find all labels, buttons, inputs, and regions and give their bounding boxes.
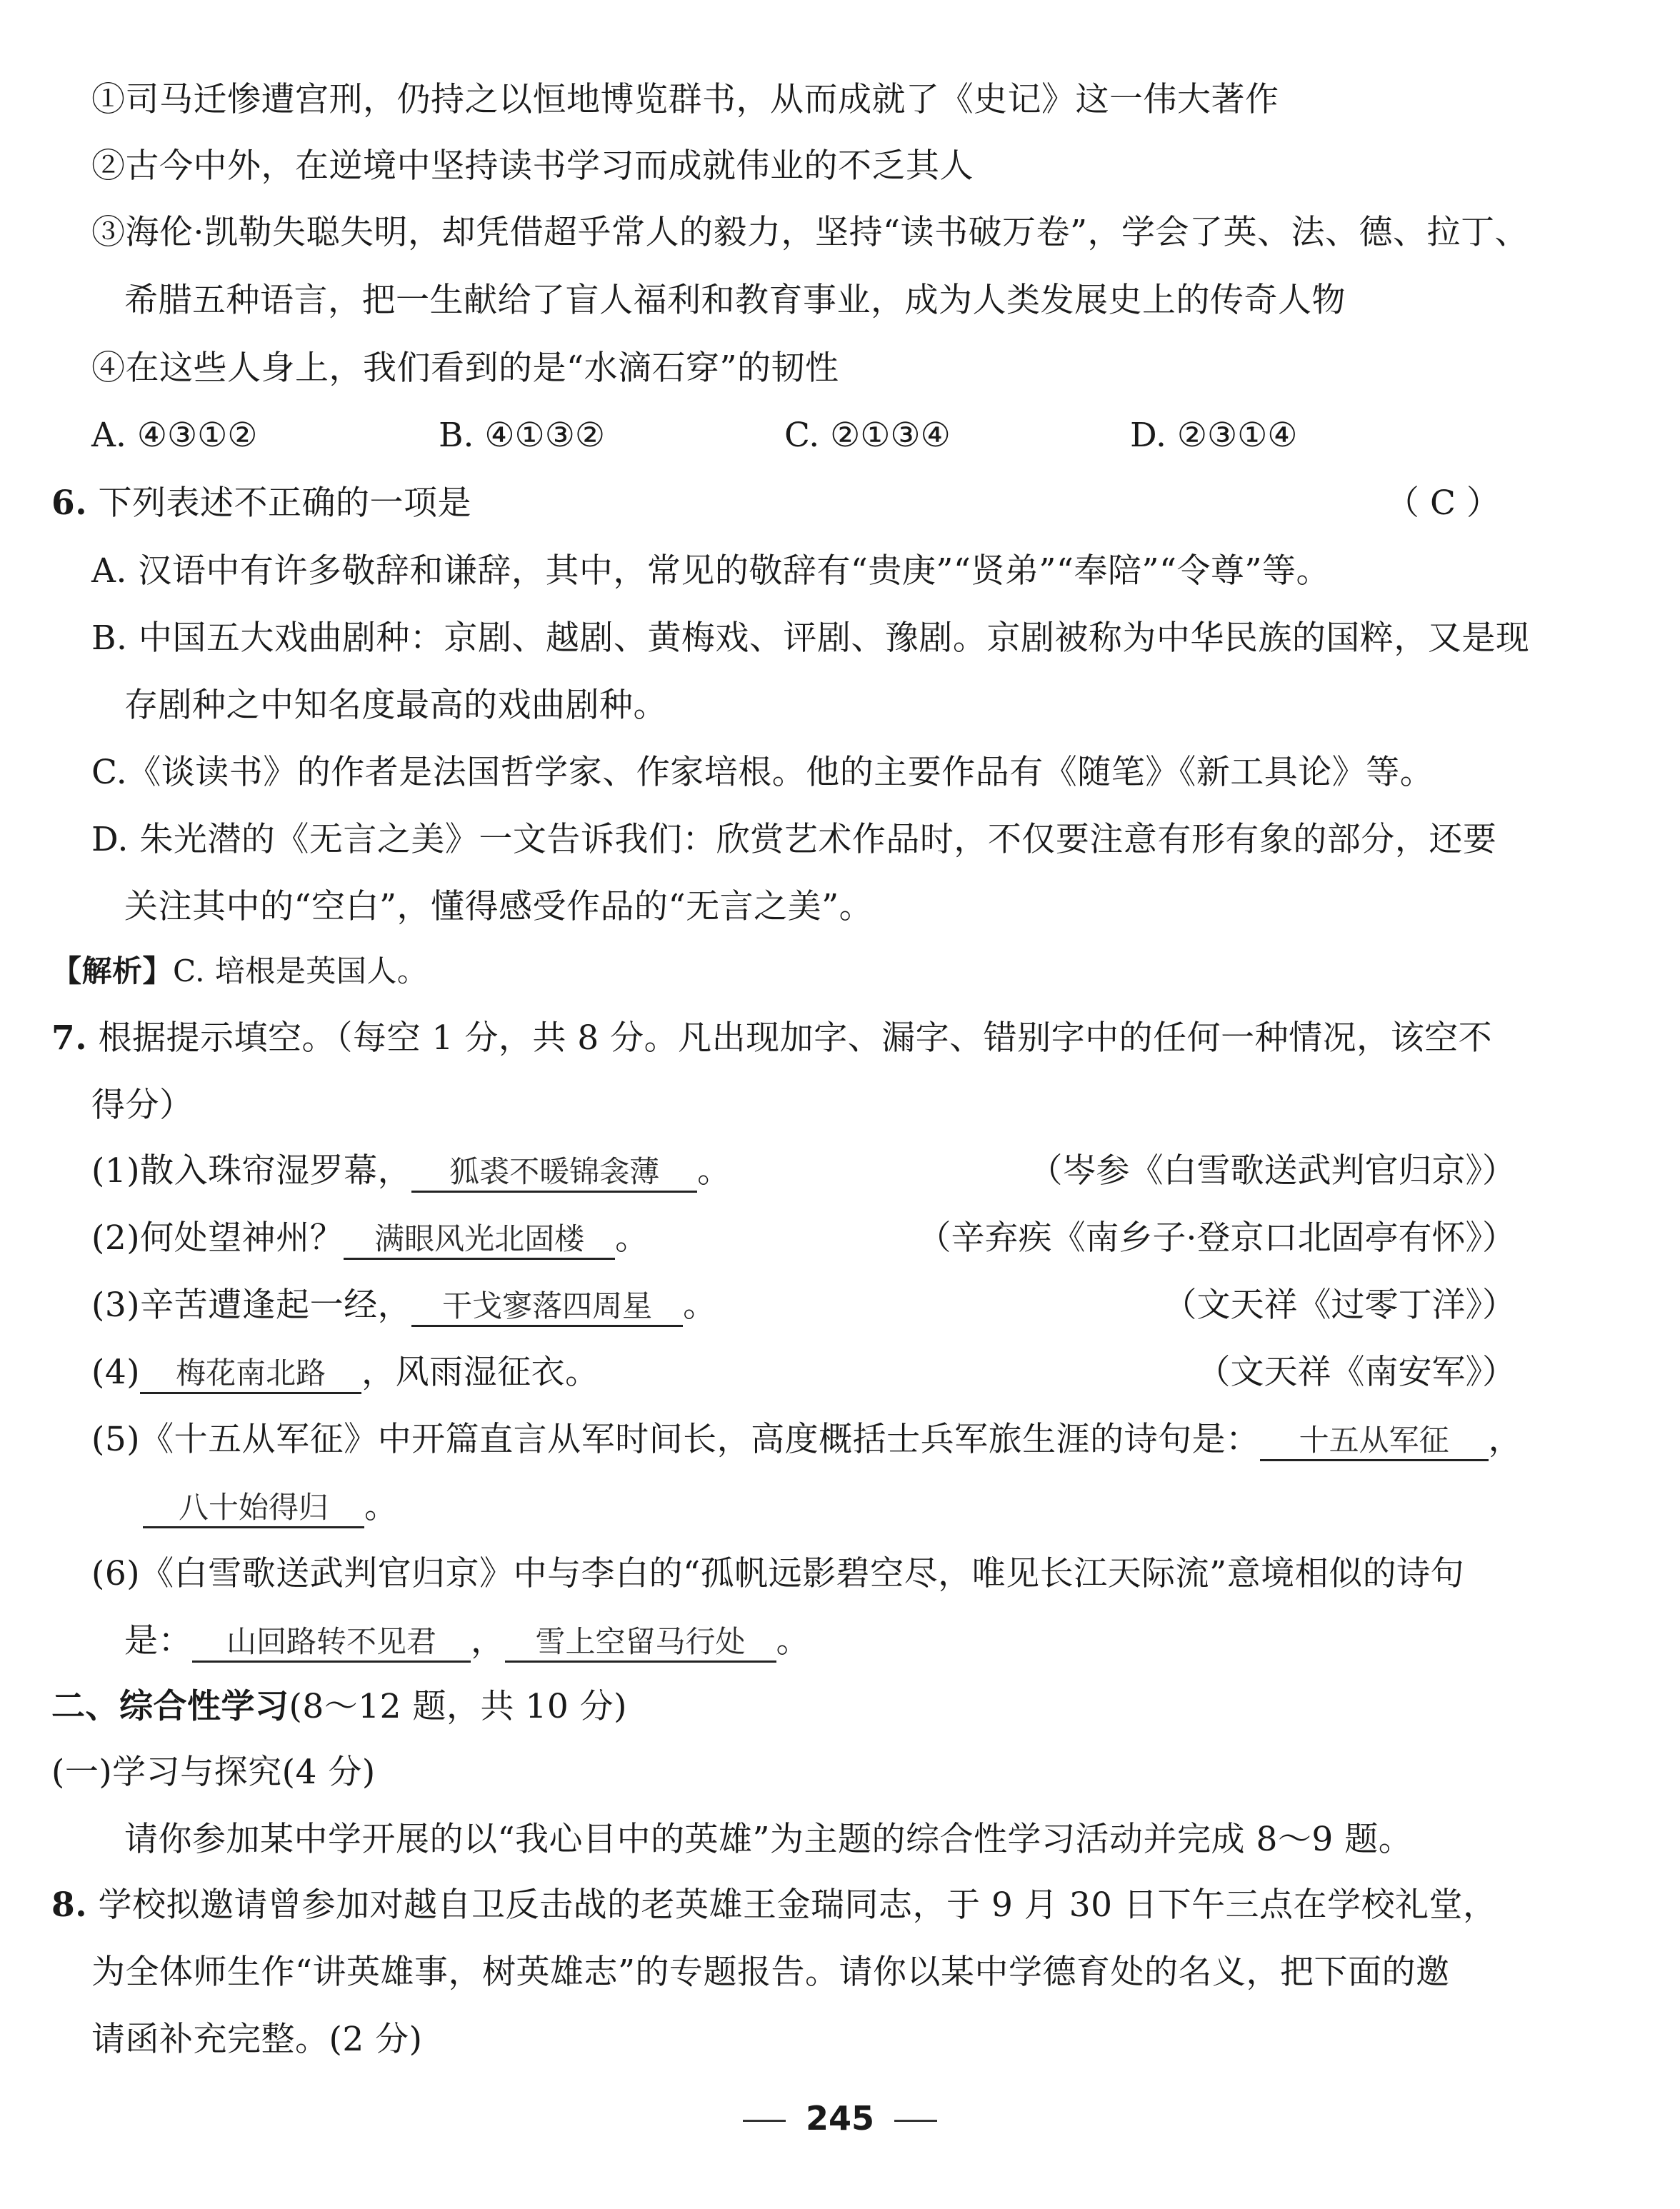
q5-sentence-3a: ③海伦·凯勒失聪失明，却凭借超乎常人的毅力，坚持“读书破万卷”，学会了英、法、德、拉丁、 <box>91 213 1529 252</box>
q7-item-2-source: （辛弃疾《南乡子·登京口北固亭有怀》） <box>917 1218 1516 1258</box>
q8-line2: 为全体师生作“讲英雄事，树英雄志”的专题报告。请你以某中学德育处的名义，把下面的邀 <box>91 1953 1450 1992</box>
q7-item-2: (2)何处望神州？ 满眼风光北固楼 。 <box>91 1217 649 1260</box>
q8-line3: 请函补充完整。(2 分) <box>91 2020 423 2059</box>
q7-item-5-cont: 八十始得归 。 <box>143 1486 399 1528</box>
q7-item-6-line1: (6)《白雪歌送武判官归京》中与李白的“孤帆远影碧空尽，唯见长江天际流”意境相似的诗句 <box>91 1554 1465 1593</box>
answer-blank-3: 干戈寥落四周星 <box>411 1288 683 1327</box>
q6-analysis <box>51 950 427 993</box>
q5-option-d: D. ②③①④ <box>1130 416 1298 455</box>
subsection-1-heading: (一)学习与探究(4 分) <box>51 1753 376 1792</box>
answer-blank-5a: 十五从军征 <box>1260 1422 1489 1461</box>
q6-stem-text: 下列表述不正确的一项是 <box>98 484 472 523</box>
analysis-tag: 【解析】 <box>51 953 174 988</box>
q6-option-d-line1: D. 朱光潜的《无言之美》一文告诉我们：欣赏艺术作品时，不仅要注意有形有象的部分，还要 <box>91 820 1497 859</box>
q5-option-c: C. ②①③④ <box>784 416 951 455</box>
q6-option-b-line1: B. 中国五大戏曲剧种：京剧、越剧、黄梅戏、评剧、豫剧。京剧被称为中华民族的国粹，又是现 <box>91 618 1530 658</box>
answer-blank-2: 满眼风光北固楼 <box>344 1221 615 1260</box>
q7-stem-text: 根据提示填空。（每空 1 分，共 8 分。凡出现加字、漏字、错别字中的任何一种情况，该空不 <box>98 1018 1493 1058</box>
q8-line1: 8. 学校拟邀请曾参加对越自卫反击战的老英雄王金瑞同志，于 9 月 30 日下午三点在学校礼堂， <box>51 1885 1497 1925</box>
answer-blank-4: 梅花南北路 <box>140 1355 361 1394</box>
q7-item-6-line2: 是： 山回路转不见君 ， 雪上空留马行处 。 <box>124 1620 810 1663</box>
q7-item-3-source: （文天祥《过零丁洋》） <box>1163 1286 1516 1325</box>
q5-sentence-2: ②古今中外，在逆境中坚持读书学习而成就伟业的不乏其人 <box>91 146 974 186</box>
analysis-text: C. 培根是英国人。 <box>173 953 428 988</box>
q7-stem-line2: 得分） <box>91 1086 194 1125</box>
q7-item-1-source: （岑参《白雪歌送武判官归京》） <box>1029 1151 1516 1191</box>
section-2-intro: 请你参加某中学开展的以“我心目中的英雄”为主题的综合性学习活动并完成 8～9 题。 <box>124 1820 1413 1859</box>
page-number: 245 <box>0 2097 1680 2140</box>
q7-item-4: (4) 梅花南北路 ，风雨湿征衣。 <box>91 1351 599 1394</box>
q6-number: 6. <box>51 484 88 523</box>
q5-sentence-3b: 希腊五种语言，把一生献给了盲人福利和教育事业，成为人类发展史上的传奇人物 <box>124 281 1346 320</box>
q7-item-4-source: （文天祥《南安军》） <box>1196 1353 1516 1392</box>
q5-option-b: B. ④①③② <box>439 416 605 455</box>
q6-option-c: C.《谈读书》的作者是法国哲学家、作家培根。他的主要作品有《随笔》《新工具论》等。 <box>91 753 1434 792</box>
q6-answer: （ C ） <box>1386 484 1500 523</box>
q5-option-a: A. ④③①② <box>91 416 258 455</box>
answer-blank-1: 狐裘不暖锦衾薄 <box>411 1153 697 1193</box>
q5-sentence-1: ①司马迁惨遭宫刑，仍持之以恒地博览群书，从而成就了《史记》这一伟大著作 <box>91 80 1279 119</box>
q6-option-a: A. 汉语中有许多敬辞和谦辞，其中，常见的敬辞有“贵庚”“贤弟”“奉陪”“令尊”等。 <box>91 551 1331 591</box>
q8-text: 学校拟邀请曾参加对越自卫反击战的老英雄王金瑞同志，于 9 月 30 日下午三点在学校礼堂， <box>98 1885 1497 1925</box>
q7-item-5: (5)《十五从军征》中开篇直言从军时间长，高度概括士兵军旅生涯的诗句是： 十五从军征 ， <box>91 1418 1522 1461</box>
answer-blank-6b: 雪上空留马行处 <box>505 1623 776 1663</box>
q5-sentence-4: ④在这些人身上，我们看到的是“水滴石穿”的韧性 <box>91 349 839 388</box>
q7-stem-line1: 7. 根据提示填空。（每空 1 分，共 8 分。凡出现加字、漏字、错别字中的任何一种情况，该空不 <box>51 1018 1493 1058</box>
q7-item-1: (1)散入珠帘湿罗幕， 狐裘不暖锦衾薄 。 <box>91 1150 731 1193</box>
section-2-heading: 二、综合性学习(8～12 题，共 10 分) <box>51 1687 628 1726</box>
q6-option-d-line2: 关注其中的“空白”，懂得感受作品的“无言之美”。 <box>124 887 874 926</box>
q6-stem <box>51 482 471 525</box>
q7-item-3: (3)辛苦遭逢起一经， 干戈寥落四周星 。 <box>91 1284 717 1327</box>
answer-blank-5b: 八十始得归 <box>143 1489 364 1528</box>
answer-blank-6a: 山回路转不见君 <box>192 1623 471 1663</box>
q6-option-b-line2: 存剧种之中知名度最高的戏曲剧种。 <box>124 686 667 725</box>
